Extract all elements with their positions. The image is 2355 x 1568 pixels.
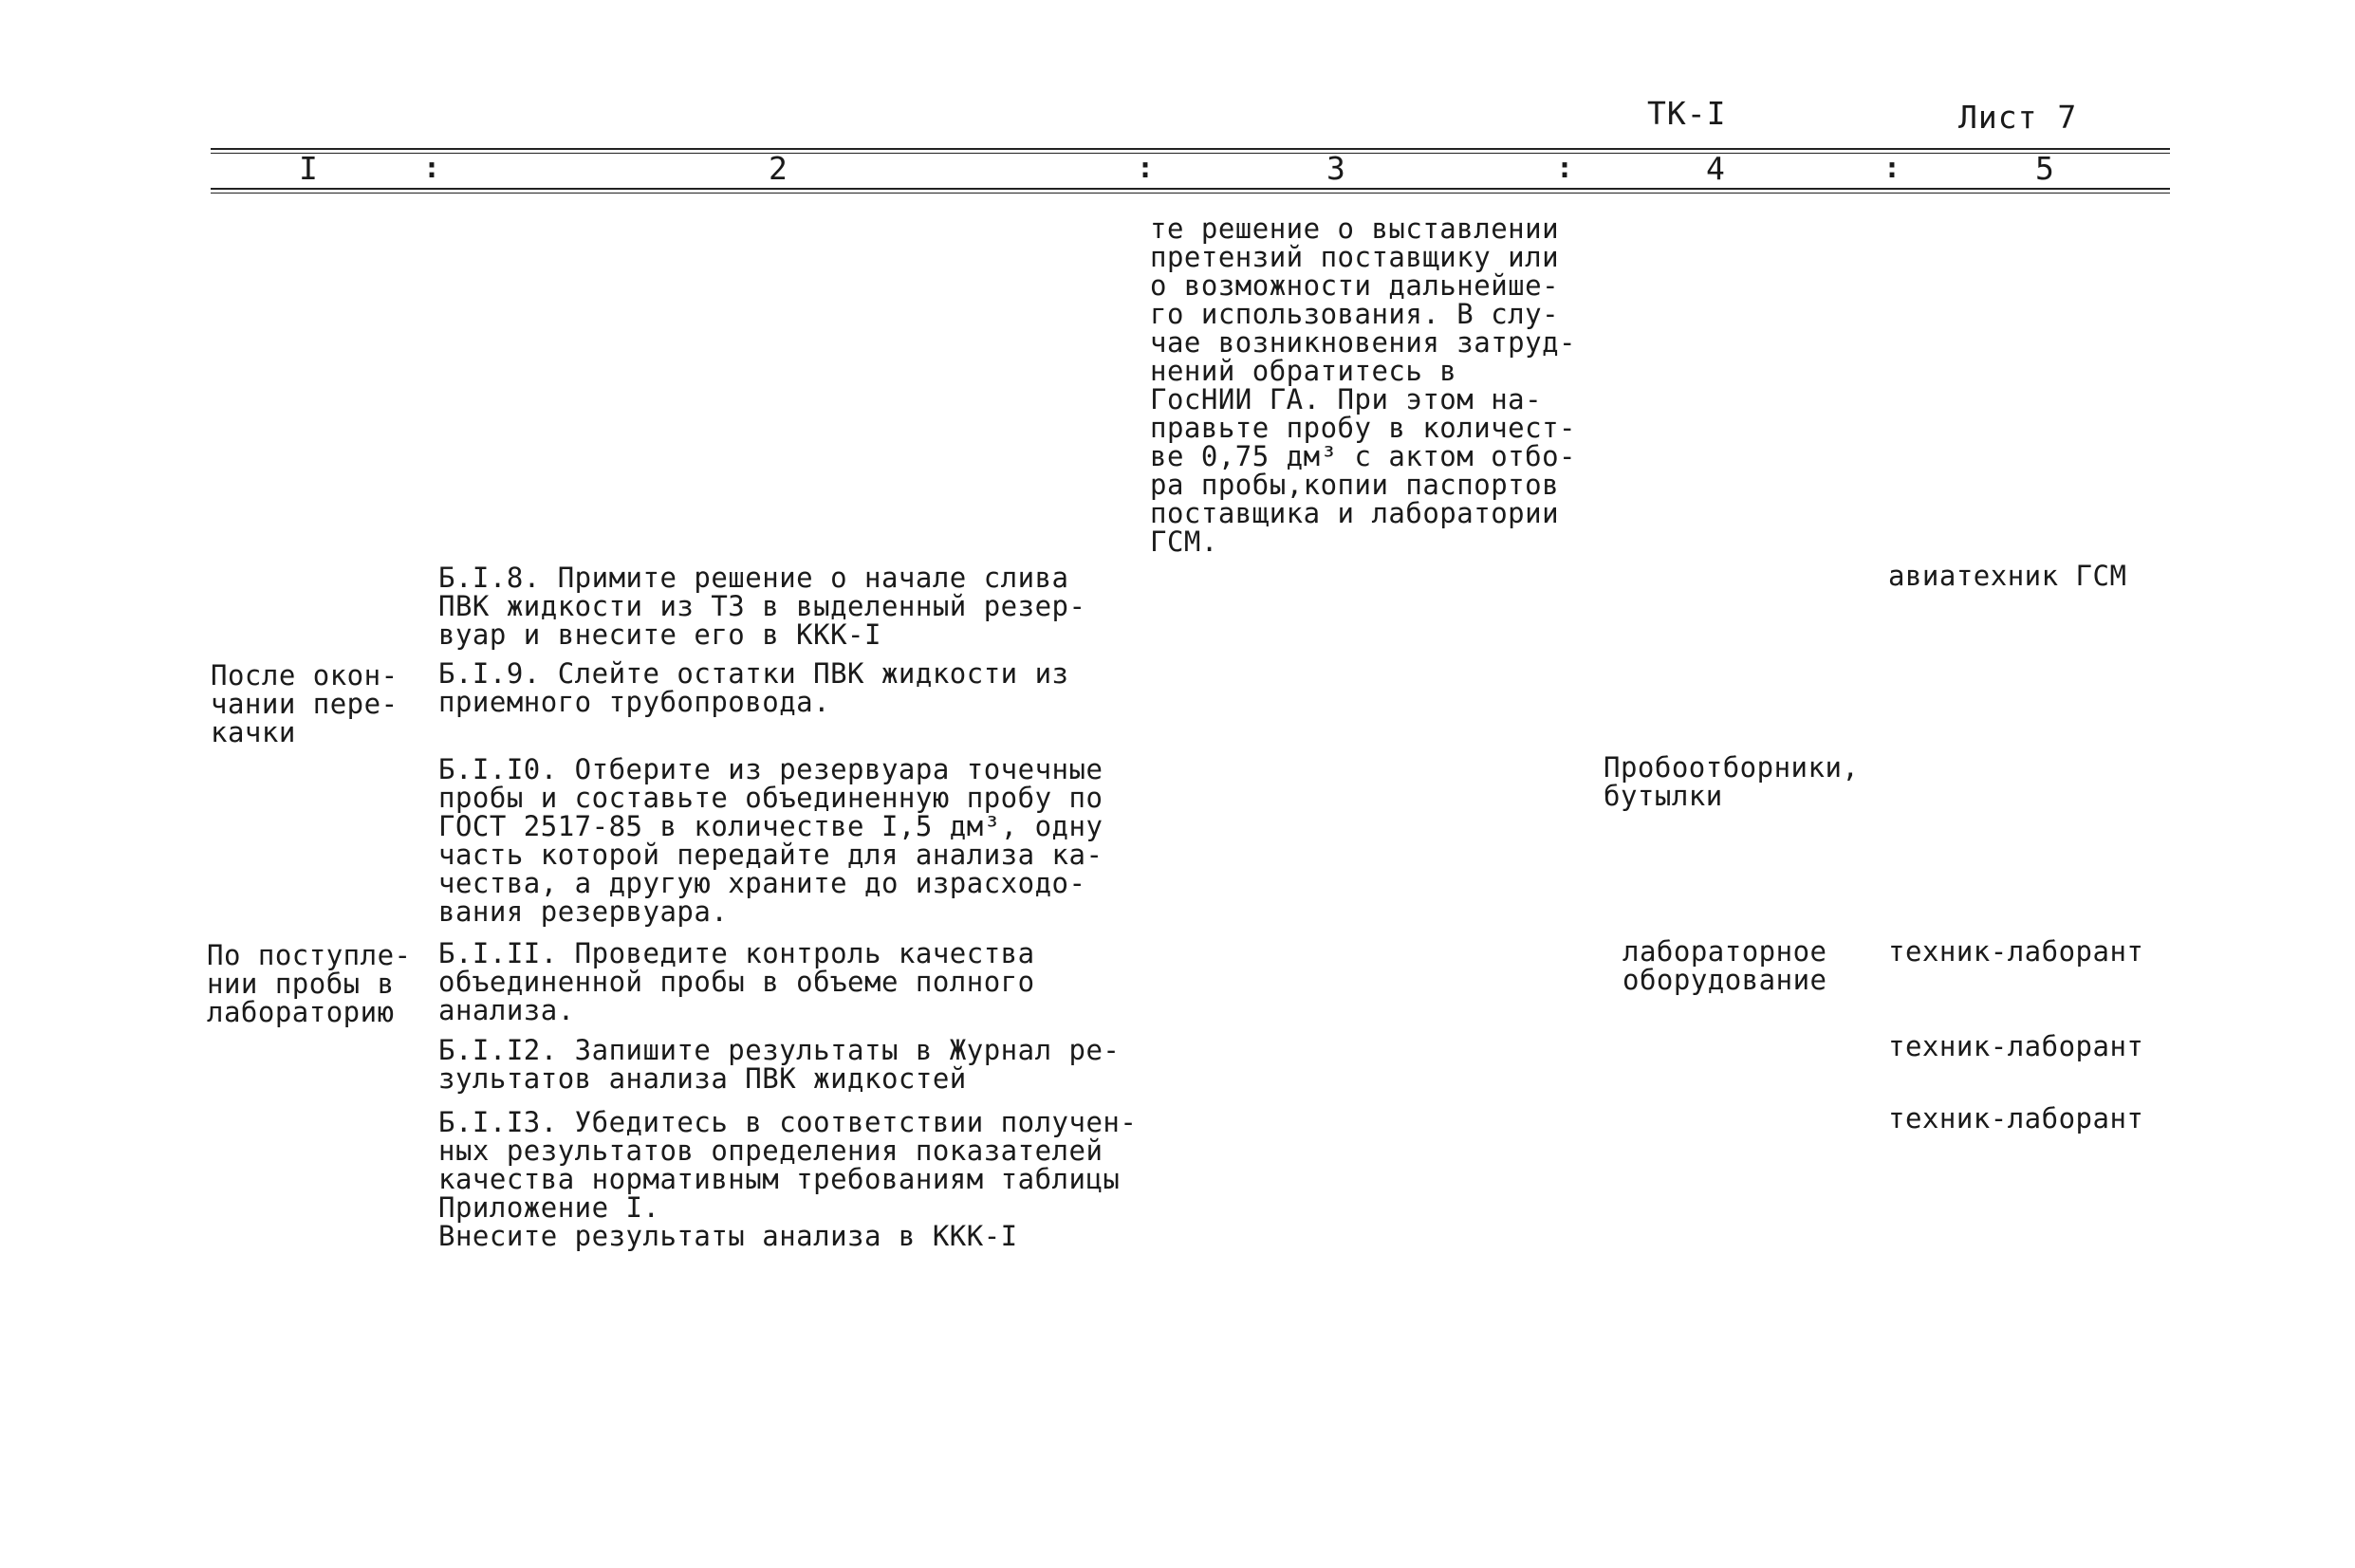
document-code: ТК-I: [1647, 95, 1727, 132]
column-number-4: 4: [1706, 150, 1725, 187]
column-separator: :: [1556, 152, 1574, 185]
column-separator: :: [1883, 152, 1901, 185]
column-number-5: 5: [2035, 150, 2054, 187]
column-separator: :: [1137, 152, 1155, 185]
step-b-1-11-executor: техник-лаборант: [1888, 935, 2144, 968]
column-number-3: 3: [1326, 150, 1345, 187]
sheet-number: Лист 7: [1958, 99, 2078, 136]
step-b-1-8-executor: авиатехник ГСМ: [1888, 560, 2127, 592]
column-separator: :: [423, 152, 441, 185]
step-b-1-8-text: Б.I.8. Примите решение о начале слива ПВК жидкости из ТЗ в выделенный резер- вуар и внесите его в ККК-I: [438, 562, 1086, 651]
step-b-1-13-text: Б.I.I3. Убедитесь в соответствии получен- ных результатов определения показателей качества нормативным требованиям таблицы Приложение I. Внесите результаты анализа в ККК-I: [438, 1106, 1138, 1252]
column-number-1: I: [299, 150, 318, 187]
header-rule-top: [211, 148, 2170, 150]
step-b-1-13-executor: техник-лаборант: [1888, 1102, 2144, 1134]
step-b-1-12-text: Б.I.I2. Запишите результаты в Журнал ре- зультатов анализа ПВК жидкостей: [438, 1034, 1121, 1095]
step-b-1-11-equipment: лабораторное оборудование: [1623, 935, 1827, 996]
header-rule-top-inner: [211, 153, 2170, 154]
step-b-1-11-text: Б.I.II. Проведите контроль качества объединенной пробы в объеме полного анализа.: [438, 937, 1035, 1026]
header-rule-bottom-inner: [211, 193, 2170, 194]
step-b-1-11-condition: По поступле- нии пробы в лабораторию: [207, 939, 412, 1028]
step-b-1-12-executor: техник-лаборант: [1888, 1030, 2144, 1062]
column3-continued-text: те решение о выставлении претензий поставщику или о возможности дальнейше- го использования. В слу- чае возникновения затруд- нений обратитесь в ГосНИИ ГА. При этом на- правьте пробу в количест- ве 0,75 дм³ с актом отбо- ра пробы,копии паспортов поставщика и лаборатории ГСМ.: [1150, 212, 1576, 558]
step-b-1-10-text: Б.I.I0. Отберите из резервуара точечные пробы и составьте объединенную пробу по ГОСТ 2517-85 в количестве I,5 дм³, одну часть которой передайте для анализа ка- чества, а другую храните до израсходо- вания резервуара.: [438, 753, 1103, 928]
step-b-1-9-condition: После окон- чании пере- качки: [211, 659, 399, 748]
step-b-1-10-equipment: Пробоотборники, бутылки: [1604, 751, 1860, 812]
header-rule-bottom: [211, 188, 2170, 190]
step-b-1-9-text: Б.I.9. Слейте остатки ПВК жидкости из приемного трубопровода.: [438, 657, 1069, 718]
column-number-2: 2: [769, 150, 788, 187]
